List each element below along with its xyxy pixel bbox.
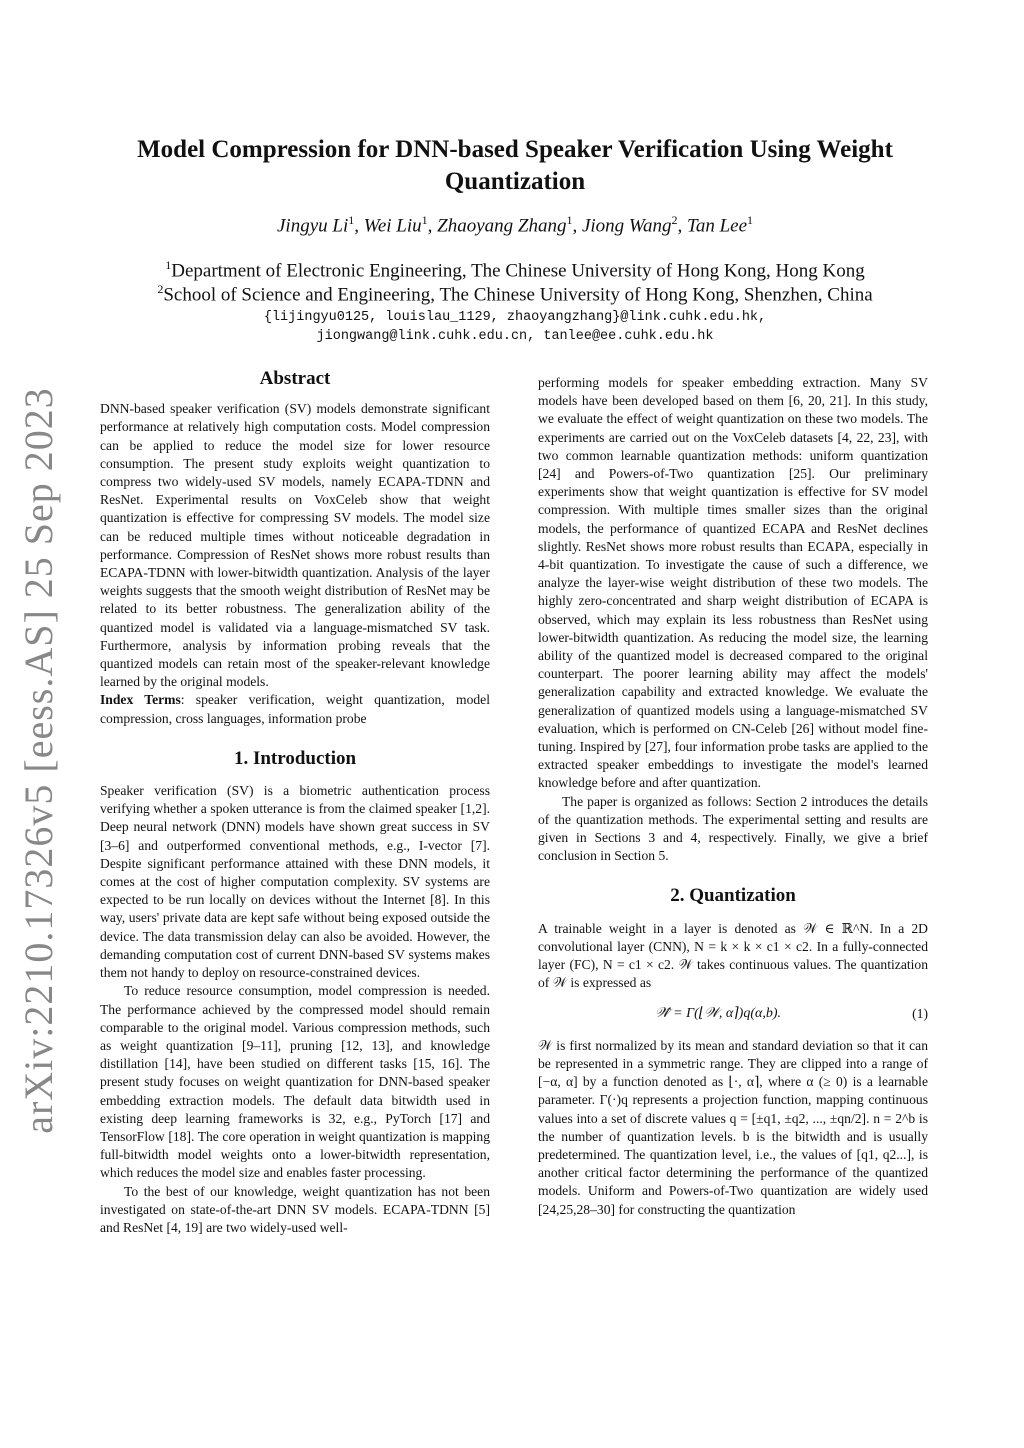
abstract-text: DNN-based speaker verification (SV) models demonstrate significant performance at relatively high computation costs. Model compression can be applied to reduce the model size for lower resource consumption. The present study exploits weight quantization to compress two widely-used SV models, namely ECAPA-TDNN and ResNet. Experimental results on VoxCeleb show that weight quantization is effective for compressing SV models. The model size can be reduced multiple times without noticeable degradation in performance. Compression of ResNet shows more robust results than ECAPA-TDNN with lower-bitwidth quantization. Analysis of the layer weights suggests that the smooth weight distribution of ResNet may be related to its better robustness. The generalization ability of the quantized model is validated via a language-mismatched SV task. Furthermore, analysis by information probing reveals that the quantized models can retain most of the speaker-relevant knowledge learned by the original models. xyxy=(100,401,490,690)
index-terms xyxy=(100,691,490,727)
equation-body: 𝒲̂ = Γ(⌊𝒲, α⌉)q(α,b). xyxy=(654,1005,782,1021)
paragraph: To reduce resource consumption, model compression is needed. The performance achieved by the compressed model should remain comparable to the original model. Various compression methods, such as weight quantization [9–11], pruning [12, 13], and knowledge distillation [14], have been studied on different tasks [15, 16]. The present study focuses on weight quantization for DNN-based speaker embedding extraction models. The default data bitwidth used in existing deep learning frameworks is 32, e.g., PyTorch [17] and TensorFlow [18]. The core operation in weight quantization is mapping full-bitwidth model weights onto a lower-bitwidth representation, which reduces the model size and enables faster processing. xyxy=(100,983,490,1181)
email-line: {lijingyu0125, louislau_1129, zhaoyangzhang}@link.cuhk.edu.hk, xyxy=(263,310,767,325)
arxiv-stamp xyxy=(10,386,66,1134)
paper-title xyxy=(100,134,930,198)
paragraph: Speaker verification (SV) is a biometric authentication process verifying whether a spoken utterance is from the claimed speaker [1,2]. Deep neural network (DNN) models have shown great success in SV [3–6] and outperformed conventional methods, e.g., I-vector [7]. Despite significant performance attained with these DNN models, it comes at the cost of higher computation complexity. SV systems are expected to be run locally on devices without the Internet [8]. In this way, users' private data are kept safe without being exposed outside the device. The data transmission delay can also be avoided. However, the demanding computation cost of current DNN-based SV systems makes them not handy to deploy on resource-constrained devices. xyxy=(100,783,490,981)
author-affil-mark: 1 xyxy=(566,213,573,227)
author-separator: , xyxy=(572,215,582,237)
title-line: Model Compression for DNN-based Speaker Verification Using Weight xyxy=(137,136,893,163)
affiliation-mark: 2 xyxy=(157,282,164,296)
right-column xyxy=(538,374,928,1219)
author-affil-mark: 1 xyxy=(421,213,428,227)
author-affil-mark: 1 xyxy=(747,213,754,227)
email-line: jiongwang@link.cuhk.edu.cn, tanlee@ee.cuhk.edu.hk xyxy=(316,329,714,344)
affiliation xyxy=(100,282,930,306)
paragraph: To the best of our knowledge, weight quantization has not been investigated on state-of-the-art DNN SV models. ECAPA-TDNN [5] and ResNet [4, 19] are two widely-used well- xyxy=(100,1183,490,1235)
author-affil-mark: 1 xyxy=(348,213,355,227)
equation-number: (1) xyxy=(912,1005,928,1021)
section-heading-introduction: 1. Introduction xyxy=(233,747,357,769)
affiliation-mark: 1 xyxy=(165,258,172,272)
title-line: Quantization xyxy=(444,168,586,195)
left-column xyxy=(100,370,490,1237)
abstract-heading: Abstract xyxy=(259,368,331,389)
equation xyxy=(538,1005,928,1023)
author-separator: , xyxy=(427,215,438,237)
author-separator: , xyxy=(354,215,364,237)
paragraph: 𝒲 is first normalized by its mean and standard deviation so that it can be represented in a symmetric range. They are clipped into a range of [−α, α] by a function denoted as ⌊·, α⌉, where α (≥ 0) is a learnable parameter. Γ(·)q represents a projection function, mapping continuous values into a set of discrete values q = [±q1, ±q2, ..., ±qn/2]. n = 2^b is the number of quantization levels. b is the bitwidth and is usually predetermined. The quantization level, i.e., the values of [q1, q2...], is another critical factor determining the performance of the quantized models. Uniform and Powers-of-Two quantization are widely used [24,25,28–30] for constructing the quantization xyxy=(538,1037,928,1217)
arxiv-id-label: arXiv:2210.17326v5 [eess.AS] 25 Sep 2023 xyxy=(15,386,61,1134)
author-list xyxy=(100,213,930,237)
paragraph: The paper is organized as follows: Section 2 introduces the details of the quantization methods. The experimental setting and results are given in Sections 3 and 4, respectively. Finally, we give a brief conclusion in Section 5. xyxy=(538,793,928,864)
index-terms-text: : speaker verification, weight quantization, model compression, cross languages, information probe xyxy=(100,692,490,726)
author-name: Wei Liu xyxy=(363,215,422,237)
author-affil-mark: 2 xyxy=(671,213,678,227)
paragraph: A trainable weight in a layer is denoted as 𝒲 ∈ ℝ^N. In a 2D convolutional layer (CNN), N = k × k × c1 × c2. In a fully-connected layer (FC), N = c1 × c2. 𝒲 takes continuous values. The quantization of 𝒲 is expressed as xyxy=(538,920,928,991)
affiliation-text: School of Science and Engineering, The Chinese University of Hong Kong, Shenzhen, China xyxy=(163,284,873,306)
author-emails xyxy=(100,308,930,346)
paragraph: performing models for speaker embedding extraction. Many SV models have been developed based on them [6, 20, 21]. In this study, we evaluate the effect of weight quantization on these two models. The experiments are carried out on the VoxCeleb datasets [4, 22, 23], with two common learnable quantization methods: uniform quantization [24] and Powers-of-Two quantization [25]. Our preliminary experiments show that weight quantization is effective for SV model compression. With multiple times smaller sizes than the original models, the performance of quantized ECAPA and ResNet declines slightly. ResNet shows more robust results than ECAPA, especially in 4-bit quantization. To investigate the cause of such a difference, we analyze the layer-wise weight distribution of these two models. The highly zero-concentrated and sharp weight distribution of ECAPA is observed, which may explain its less robustness than ResNet using lower-bitwidth quantization. As reducing the model size, the learning ability of the quantized model is decreased compared to the original counterpart. The poorer learning ability may affect the models' generalization capability and extracted knowledge. We evaluate the generalization of quantized models using a language-mismatched SV evaluation, which is performed on CN-Celeb [26] without model fine-tuning. Inspired by [27], four information probe tasks are applied to the extracted speaker embeddings to investigate the model's learned knowledge before and after quantization. xyxy=(538,375,928,791)
affiliation xyxy=(100,258,930,282)
section-heading-quantization: 2. Quantization xyxy=(670,885,796,907)
author-separator: , xyxy=(677,215,687,237)
author-name: Tan Lee xyxy=(687,215,748,237)
affiliation-text: Department of Electronic Engineering, The Chinese University of Hong Kong, Hong Kong xyxy=(171,260,865,282)
author-name: Zhaoyang Zhang xyxy=(437,215,567,237)
author-name: Jingyu Li xyxy=(276,215,349,237)
index-terms-label: Index Terms xyxy=(100,692,181,708)
author-name: Jiong Wang xyxy=(581,215,672,237)
